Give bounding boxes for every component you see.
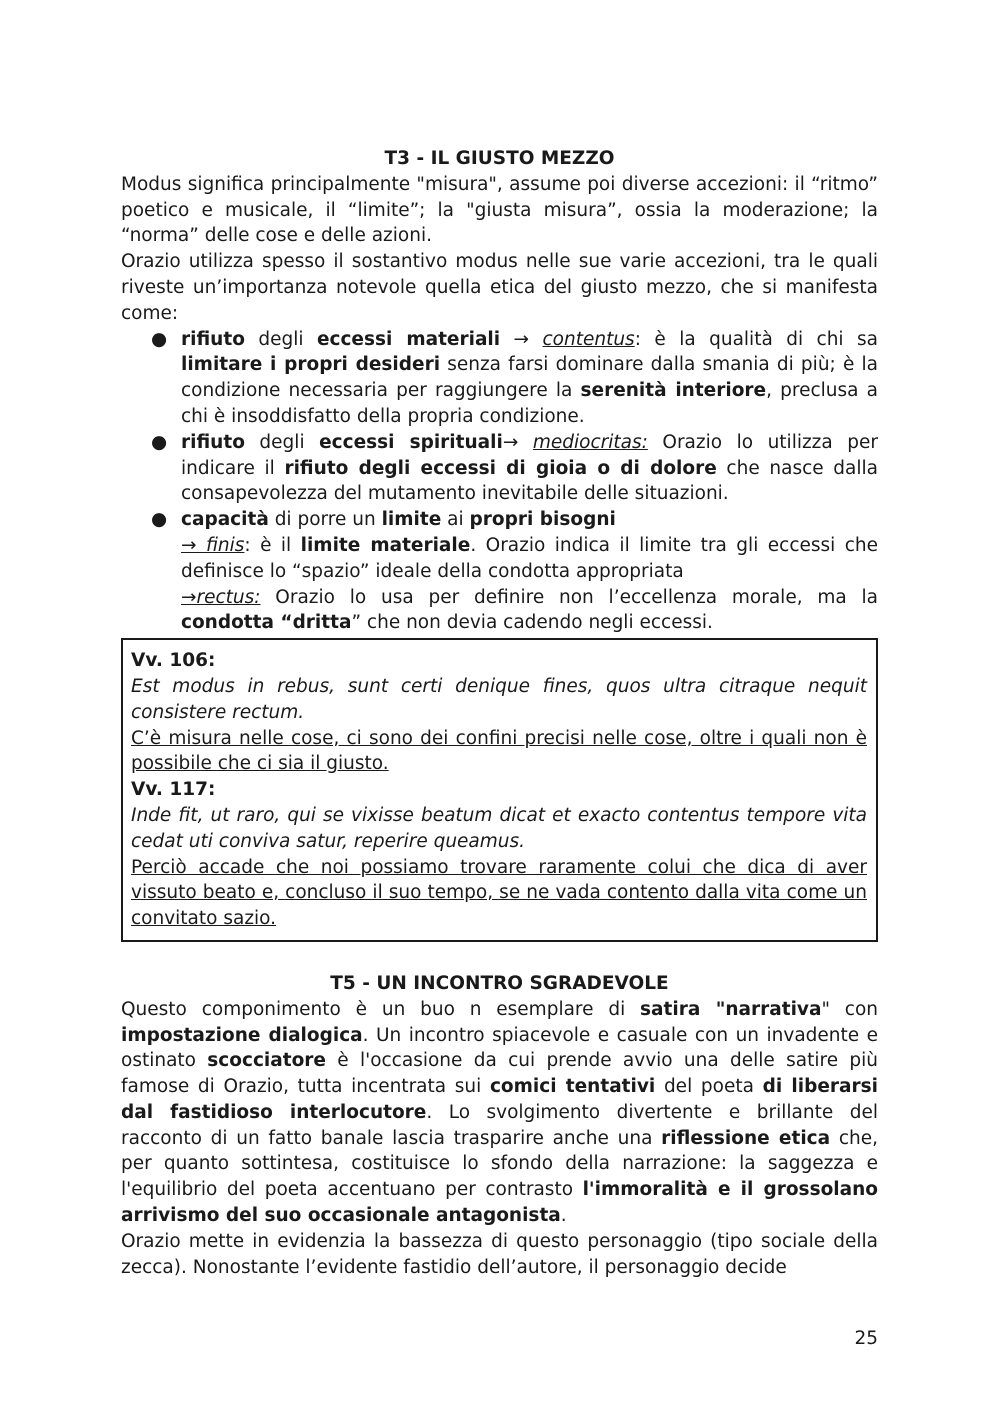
text: . Orazio indica il limite tra gli eccessi che definisce lo “spazio” ideale della condotta appropriata <box>181 534 879 582</box>
document-page <box>121 146 878 1280</box>
page-number: 25 <box>854 1328 878 1349</box>
paragraph <box>121 997 878 1229</box>
text: . Lo svolgimento divertente e brillante del racconto di un fatto banale lascia trasparire anche una <box>121 1101 878 1149</box>
bold-text: limitare i propri desideri <box>181 354 441 376</box>
paragraph: Orazio mette in evidenzia la bassezza di questo personaggio (tipo sociale della zecca). Nonostante l’evidente fastidio dell’autore, il personaggio decide <box>121 1230 878 1278</box>
text: Orazio lo utilizza per indicare il <box>181 431 878 479</box>
text: ” che non devia cadendo negli eccessi. <box>351 612 713 634</box>
section-title-t3: T3 - IL GIUSTO MEZZO <box>384 148 615 169</box>
latin-term: →rectus: <box>181 586 261 608</box>
arrow-text: → <box>500 328 543 350</box>
bullet-icon: ● <box>151 431 168 453</box>
bold-text: rifiuto <box>181 431 245 453</box>
bullet-icon: ● <box>151 509 168 531</box>
text: " con <box>821 998 878 1020</box>
bold-text: capacità <box>181 509 269 531</box>
verse-translation: Perciò accade che noi possiamo trovare raramente colui che dica di aver vissuto beato e, concluso il suo tempo, se ne vada contento dalla vita come un convitato sazio. <box>131 856 867 930</box>
latin-term: → finis <box>181 534 245 556</box>
bold-text: propri bisogni <box>469 509 616 531</box>
sub-line-rectus <box>181 585 878 637</box>
text: . <box>560 1205 567 1227</box>
arrow-text: → <box>502 431 533 453</box>
bold-text: l'immoralità e il grossolano arrivismo del suo occasionale antagonista <box>121 1179 878 1227</box>
text: Orazio lo usa per definire non l’eccellenza morale, ma la <box>260 586 878 608</box>
verse-label: Vv. 106: <box>131 650 216 672</box>
text: , preclusa a chi è insoddisfatto della propria condizione. <box>181 380 878 427</box>
text: Questo componimento è un buo n esemplare di <box>121 998 641 1020</box>
text: è l'occasione da cui prende avvio una delle satire più famose di Orazio, tutta incentrata sui <box>121 1050 878 1098</box>
bold-text: satira "narrativa <box>640 998 822 1020</box>
bold-text: scocciatore <box>207 1050 326 1072</box>
bold-text: comici tentativi <box>489 1076 656 1098</box>
text: del poeta <box>655 1076 763 1098</box>
latin-term: contentus <box>542 328 635 350</box>
verse-translation: C’è misura nelle cose, ci sono dei confini precisi nelle cose, oltre i quali non è possibile che ci sia il giusto. <box>131 727 867 775</box>
bold-text: condotta “dritta <box>181 612 352 634</box>
verse-label: Vv. 117: <box>131 779 216 801</box>
section-title-t5: T5 - UN INCONTRO SGRADEVOLE <box>330 972 669 994</box>
paragraph: Orazio utilizza spesso il sostantivo modus nelle sue varie accezioni, tra le quali riveste un’importanza notevole quella etica del giusto mezzo, che si manifesta come: <box>121 251 878 324</box>
text: che nasce dalla consapevolezza del mutamento inevitabile delle situazioni. <box>181 457 879 505</box>
bold-text: limite materiale <box>300 534 471 556</box>
bold-text: eccessi spirituali <box>319 431 503 453</box>
list-item <box>121 430 878 507</box>
bold-text: rifiuto <box>181 328 245 350</box>
text: degli <box>244 431 320 453</box>
text: senza farsi dominare dalla smania di più; è la condizione necessaria per raggiungere la <box>181 354 878 402</box>
list-item <box>121 327 878 430</box>
text: : è la qualità di chi sa <box>634 328 878 350</box>
bold-text: impostazione dialogica <box>121 1024 363 1046</box>
latin-verse: Est modus in rebus, sunt certi denique fines, quos ultra citraque nequit consistere rectum. <box>131 675 867 723</box>
latin-term: mediocritas: <box>532 431 648 453</box>
spacer <box>121 942 878 971</box>
text: degli <box>244 328 317 350</box>
bold-text: eccessi materiali <box>316 328 501 350</box>
bullet-list <box>121 327 878 637</box>
text: ai <box>441 509 470 531</box>
bold-text: rifiuto degli eccessi di gioia o di dolore <box>284 457 717 479</box>
text: . Un incontro spiacevole e casuale con un invadente e ostinato <box>121 1024 879 1072</box>
bullet-icon: ● <box>151 328 168 350</box>
bold-text: di liberarsi dal fastidioso interlocutore <box>121 1076 878 1123</box>
bold-text: riflessione etica <box>661 1127 831 1149</box>
bold-text: serenità interiore <box>580 380 767 402</box>
text: che, per quanto sottintesa, costituisce lo sfondo della narrazione: la saggezza e l'equilibrio del poeta accentuano per contrasto <box>121 1127 878 1201</box>
verses-box <box>121 638 878 942</box>
bold-text: limite <box>381 509 442 531</box>
paragraph: Modus significa principalmente "misura", assume poi diverse accezioni: il “ritmo” poetico e musicale, il “limite”; la "giusta misura”, ossia la moderazione; la “norma” delle cose e delle azioni. <box>121 173 878 247</box>
latin-verse: Inde fit, ut raro, qui se vixisse beatum dicat et exacto contentus tempore vita cedat uti conviva satur, reperire queamus. <box>131 804 867 852</box>
text: : è il <box>244 534 301 556</box>
text: di porre un <box>268 509 382 531</box>
sub-line-finis <box>181 533 878 585</box>
list-item <box>121 507 878 636</box>
